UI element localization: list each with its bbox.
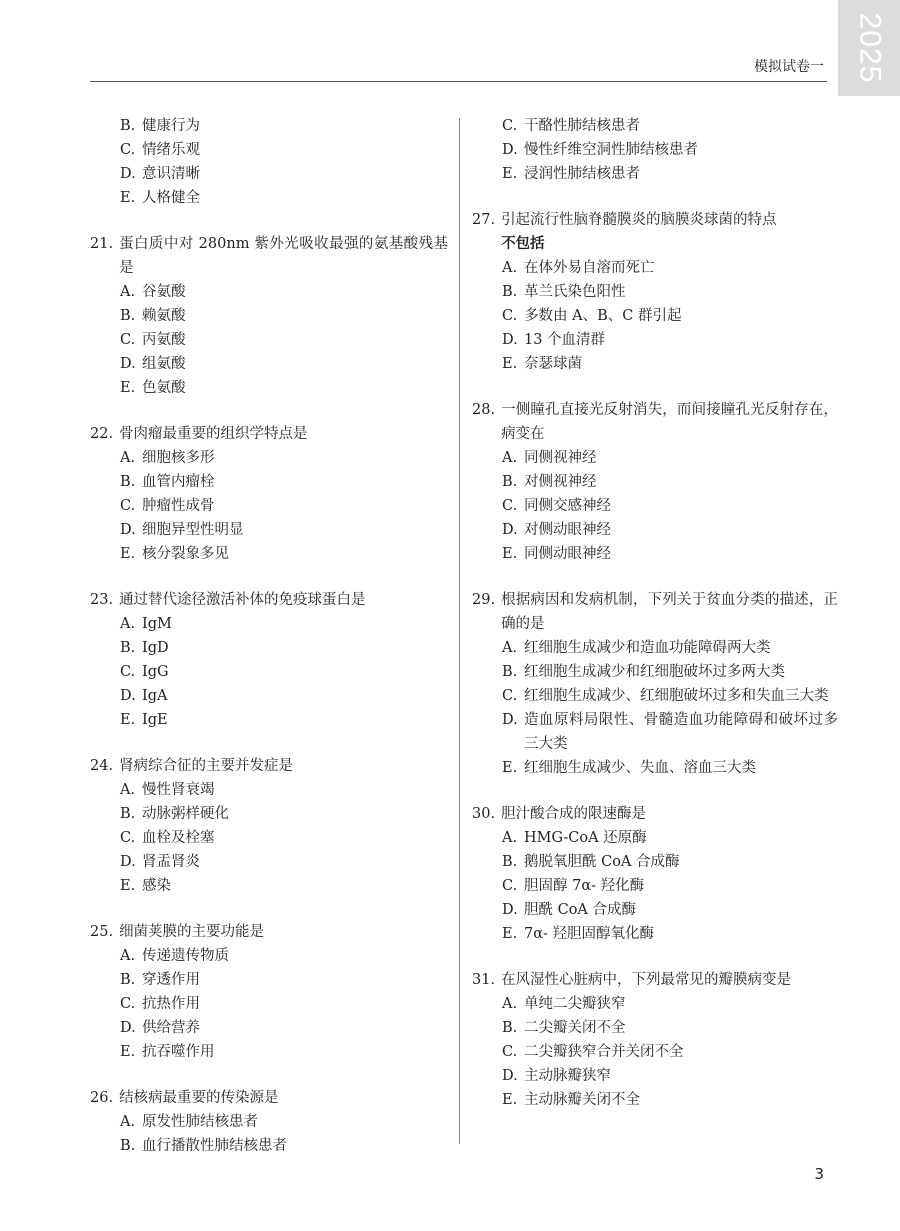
option xyxy=(472,1064,838,1088)
option-text: 二尖瓣关闭不全 xyxy=(524,1020,626,1036)
option-text: IgG xyxy=(142,664,169,680)
question-text-block xyxy=(119,232,448,280)
question-emphasis: 不包括 xyxy=(501,236,545,252)
option-text: 细胞核多形 xyxy=(142,450,215,466)
option-letter: B. xyxy=(502,1020,518,1036)
question-stem xyxy=(90,232,448,280)
option xyxy=(90,1040,448,1064)
left-question-list xyxy=(90,232,448,1158)
option xyxy=(90,660,448,684)
option xyxy=(90,684,448,708)
option xyxy=(90,636,448,660)
option xyxy=(472,114,838,138)
option-text: 抗吞噬作用 xyxy=(142,1044,215,1060)
option-letter: D. xyxy=(120,854,136,870)
option-letter: C. xyxy=(502,498,518,514)
option-text: 感染 xyxy=(142,878,171,894)
option-text: 同侧动眼神经 xyxy=(524,546,611,562)
option-text: 情绪乐观 xyxy=(142,142,200,158)
question-stem xyxy=(472,588,838,636)
option-text: 原发性肺结核患者 xyxy=(142,1114,258,1130)
option-text: 慢性纤维空洞性肺结核患者 xyxy=(524,142,698,158)
option-text: 动脉粥样硬化 xyxy=(142,806,229,822)
option-letter: A. xyxy=(120,1114,136,1130)
option-text: 血行播散性肺结核患者 xyxy=(142,1138,287,1154)
option-letter: C. xyxy=(502,1044,518,1060)
option xyxy=(90,328,448,352)
option-letter: D. xyxy=(502,332,518,348)
question-text: 细菌荚膜的主要功能是 xyxy=(119,924,265,940)
option-letter: D. xyxy=(120,688,136,704)
option-text: 二尖瓣狭窄合并关闭不全 xyxy=(524,1044,684,1060)
question-text: 肾病综合征的主要并发症是 xyxy=(119,758,294,774)
option xyxy=(90,612,448,636)
option-letter: D. xyxy=(120,522,136,538)
option xyxy=(472,826,838,850)
option-letter: C. xyxy=(120,332,136,348)
option-letter: A. xyxy=(120,450,136,466)
option xyxy=(472,256,838,280)
option-text: 血栓及栓塞 xyxy=(142,830,215,846)
option-letter: A. xyxy=(502,260,518,276)
question-item xyxy=(90,754,448,898)
option-letter: B. xyxy=(502,284,518,300)
option-letter: E. xyxy=(120,1044,136,1060)
option xyxy=(90,446,448,470)
option-letter: E. xyxy=(502,546,518,562)
option-text: 胆酰 CoA 合成酶 xyxy=(524,902,637,918)
option-letter: B. xyxy=(120,118,136,134)
option-text: 慢性肾衰竭 xyxy=(142,782,215,798)
option-text: 红细胞生成减少和红细胞破坏过多两大类 xyxy=(524,664,785,680)
question-stem xyxy=(472,968,838,992)
option-text: 鹅脱氧胆酰 CoA 合成酶 xyxy=(524,854,680,870)
question-stem xyxy=(90,920,448,944)
question-number: 31. xyxy=(472,972,496,988)
option-text: 在体外易自溶而死亡 xyxy=(524,260,655,276)
option xyxy=(90,1016,448,1040)
question-item xyxy=(90,920,448,1064)
option-letter: A. xyxy=(120,284,136,300)
question-number: 25. xyxy=(90,924,114,940)
option-letter: B. xyxy=(502,664,518,680)
option-letter: D. xyxy=(120,166,136,182)
question-item xyxy=(472,588,838,780)
option-text: 主动脉瓣关闭不全 xyxy=(524,1092,640,1108)
option-letter: B. xyxy=(502,854,518,870)
question-number: 29. xyxy=(472,592,496,608)
option-letter: D. xyxy=(502,712,518,728)
option-text: 传递遗传物质 xyxy=(142,948,229,964)
question-number: 27. xyxy=(472,212,496,228)
question-text-block xyxy=(119,1086,448,1110)
question-number: 26. xyxy=(90,1090,114,1106)
column-divider xyxy=(459,118,460,1144)
option-text: 细胞异型性明显 xyxy=(142,522,244,538)
question-text: 结核病最重要的传染源是 xyxy=(119,1090,279,1106)
question-text-block xyxy=(119,422,448,446)
option-text: 同侧交感神经 xyxy=(524,498,611,514)
option xyxy=(472,470,838,494)
option-text: 胆固醇 7α- 羟化酶 xyxy=(524,878,645,894)
continued-options xyxy=(90,114,448,210)
right-question-list xyxy=(472,208,838,1112)
option xyxy=(472,756,838,780)
question-text-block xyxy=(501,588,838,636)
option-letter: B. xyxy=(120,806,136,822)
option xyxy=(90,1110,448,1134)
option-text: 色氨酸 xyxy=(142,380,186,396)
option-letter: D. xyxy=(120,1020,136,1036)
option-letter: E. xyxy=(120,190,136,206)
question-stem xyxy=(90,754,448,778)
option-text: 肾盂肾炎 xyxy=(142,854,200,870)
question-item xyxy=(90,1086,448,1158)
option xyxy=(472,494,838,518)
option xyxy=(90,114,448,138)
question-text: 在风湿性心脏病中，下列最常见的瓣膜病变是 xyxy=(501,972,792,988)
page-number: 3 xyxy=(814,1165,824,1183)
option-text: IgM xyxy=(142,616,172,632)
option-text: 人格健全 xyxy=(142,190,200,206)
question-text: 引起流行性脑脊髓膜炎的脑膜炎球菌的特点 xyxy=(501,212,777,228)
option-letter: D. xyxy=(502,902,518,918)
option xyxy=(90,352,448,376)
option xyxy=(90,138,448,162)
question-number: 28. xyxy=(472,402,496,418)
option-text: 造血原料局限性、骨髓造血功能障碍和破坏过多三大类 xyxy=(524,712,838,752)
option-letter: B. xyxy=(502,474,518,490)
question-text-block xyxy=(119,920,448,944)
option xyxy=(472,708,838,756)
question-text: 一侧瞳孔直接光反射消失，而间接瞳孔光反射存在，病变在 xyxy=(501,402,838,442)
question-item xyxy=(472,802,838,946)
question-text-block xyxy=(501,968,838,992)
option-text: 供给营养 xyxy=(142,1020,200,1036)
question-number: 30. xyxy=(472,806,496,822)
question-text-block xyxy=(501,208,838,256)
option xyxy=(472,138,838,162)
question-stem xyxy=(472,208,838,256)
option-text: 浸润性肺结核患者 xyxy=(524,166,640,182)
option-letter: C. xyxy=(120,996,136,1012)
option xyxy=(90,708,448,732)
option xyxy=(90,968,448,992)
question-number: 23. xyxy=(90,592,114,608)
question-text: 骨肉瘤最重要的组织学特点是 xyxy=(119,426,308,442)
option-text: 健康行为 xyxy=(142,118,200,134)
option-text: 核分裂象多见 xyxy=(142,546,229,562)
option-text: 血管内瘤栓 xyxy=(142,474,215,490)
question-text: 蛋白质中对 280nm 紫外光吸收最强的氨基酸残基是 xyxy=(119,236,448,276)
question-number: 24. xyxy=(90,758,114,774)
option-letter: E. xyxy=(502,356,518,372)
option-letter: D. xyxy=(120,356,136,372)
question-text: 通过替代途径激活补体的免疫球蛋白是 xyxy=(119,592,366,608)
option xyxy=(472,922,838,946)
option-text: IgA xyxy=(142,688,168,704)
option-text: 红细胞生成减少、红细胞破坏过多和失血三大类 xyxy=(524,688,829,704)
option-text: 红细胞生成减少和造血功能障碍两大类 xyxy=(524,640,771,656)
option-letter: C. xyxy=(502,688,518,704)
option-text: 对侧视神经 xyxy=(524,474,597,490)
option xyxy=(472,1088,838,1112)
option xyxy=(90,944,448,968)
option xyxy=(472,352,838,376)
option xyxy=(472,162,838,186)
option-letter: C. xyxy=(120,664,136,680)
option xyxy=(90,494,448,518)
option-text: HMG-CoA 还原酶 xyxy=(524,830,647,846)
option xyxy=(472,542,838,566)
option-text: 13 个血清群 xyxy=(524,332,606,348)
option-text: 丙氨酸 xyxy=(142,332,186,348)
option xyxy=(90,542,448,566)
option-letter: E. xyxy=(502,926,518,942)
question-item xyxy=(472,398,838,566)
option-text: 穿透作用 xyxy=(142,972,200,988)
option xyxy=(472,328,838,352)
question-item xyxy=(90,588,448,732)
option xyxy=(472,280,838,304)
option xyxy=(472,1040,838,1064)
option xyxy=(90,280,448,304)
question-item xyxy=(472,968,838,1112)
option-text: 多数由 A、B、C 群引起 xyxy=(524,308,682,324)
question-text-block xyxy=(501,802,838,826)
option xyxy=(90,802,448,826)
option-letter: B. xyxy=(120,972,136,988)
option-letter: E. xyxy=(120,878,136,894)
option xyxy=(90,1134,448,1158)
option-letter: E. xyxy=(120,380,136,396)
left-column xyxy=(90,114,448,1180)
question-text-block xyxy=(501,398,838,446)
option xyxy=(472,446,838,470)
option xyxy=(90,826,448,850)
option xyxy=(472,636,838,660)
option-letter: A. xyxy=(502,450,518,466)
option xyxy=(472,898,838,922)
question-stem xyxy=(90,422,448,446)
question-stem xyxy=(90,1086,448,1110)
continued-options xyxy=(472,114,838,186)
option xyxy=(90,518,448,542)
option-text: 赖氨酸 xyxy=(142,308,186,324)
option-text: 干酪性肺结核患者 xyxy=(524,118,640,134)
question-item xyxy=(90,422,448,566)
option xyxy=(472,1016,838,1040)
header-rule xyxy=(90,81,827,82)
question-number: 21. xyxy=(90,236,114,252)
right-column xyxy=(472,114,838,1134)
option-text: IgD xyxy=(142,640,169,656)
option-letter: D. xyxy=(502,522,518,538)
option-letter: A. xyxy=(120,948,136,964)
option-text: 谷氨酸 xyxy=(142,284,186,300)
year-label: 2025 xyxy=(853,12,886,84)
question-stem xyxy=(472,802,838,826)
option-letter: E. xyxy=(502,1092,518,1108)
option-letter: B. xyxy=(120,474,136,490)
question-text-block xyxy=(119,588,448,612)
option xyxy=(472,660,838,684)
question-item xyxy=(472,208,838,376)
option-letter: A. xyxy=(502,996,518,1012)
question-text: 根据病因和发病机制，下列关于贫血分类的描述，正确的是 xyxy=(501,592,838,632)
option-letter: C. xyxy=(120,498,136,514)
question-text-block xyxy=(119,754,448,778)
option-letter: B. xyxy=(120,1138,136,1154)
option-text: 同侧视神经 xyxy=(524,450,597,466)
question-stem xyxy=(472,398,838,446)
question-stem xyxy=(90,588,448,612)
option xyxy=(90,778,448,802)
option xyxy=(472,518,838,542)
option xyxy=(90,992,448,1016)
option xyxy=(90,186,448,210)
option-letter: C. xyxy=(120,830,136,846)
option-letter: A. xyxy=(502,830,518,846)
question-item xyxy=(90,232,448,400)
option xyxy=(90,304,448,328)
option xyxy=(90,850,448,874)
option-letter: A. xyxy=(120,782,136,798)
option xyxy=(472,684,838,708)
option xyxy=(90,376,448,400)
option-letter: E. xyxy=(120,712,136,728)
option xyxy=(472,992,838,1016)
option-text: 主动脉瓣狭窄 xyxy=(524,1068,611,1084)
option xyxy=(472,304,838,328)
question-number: 22. xyxy=(90,426,114,442)
option-text: 肿瘤性成骨 xyxy=(142,498,215,514)
option-letter: C. xyxy=(502,878,518,894)
option xyxy=(90,162,448,186)
option-text: 红细胞生成减少、失血、溶血三大类 xyxy=(524,760,756,776)
question-text: 胆汁酸合成的限速酶是 xyxy=(501,806,647,822)
option-letter: D. xyxy=(502,142,518,158)
option-text: IgE xyxy=(142,712,168,728)
option xyxy=(90,470,448,494)
option-text: 奈瑟球菌 xyxy=(524,356,582,372)
option-text: 革兰氏染色阳性 xyxy=(524,284,626,300)
option-letter: D. xyxy=(502,1068,518,1084)
option xyxy=(472,874,838,898)
option-text: 单纯二尖瓣狭窄 xyxy=(524,996,626,1012)
option xyxy=(472,850,838,874)
option-letter: E. xyxy=(120,546,136,562)
option-letter: B. xyxy=(120,640,136,656)
option-text: 抗热作用 xyxy=(142,996,200,1012)
option xyxy=(90,874,448,898)
option-letter: B. xyxy=(120,308,136,324)
option-letter: A. xyxy=(502,640,518,656)
option-text: 对侧动眼神经 xyxy=(524,522,611,538)
option-letter: E. xyxy=(502,166,518,182)
option-letter: C. xyxy=(120,142,136,158)
option-text: 组氨酸 xyxy=(142,356,186,372)
option-text: 意识清晰 xyxy=(142,166,200,182)
option-letter: C. xyxy=(502,118,518,134)
option-text: 7α- 羟胆固醇氧化酶 xyxy=(524,926,655,942)
option-letter: A. xyxy=(120,616,136,632)
option-letter: E. xyxy=(502,760,518,776)
option-letter: C. xyxy=(502,308,518,324)
page-header-title: 模拟试卷一 xyxy=(754,59,824,75)
